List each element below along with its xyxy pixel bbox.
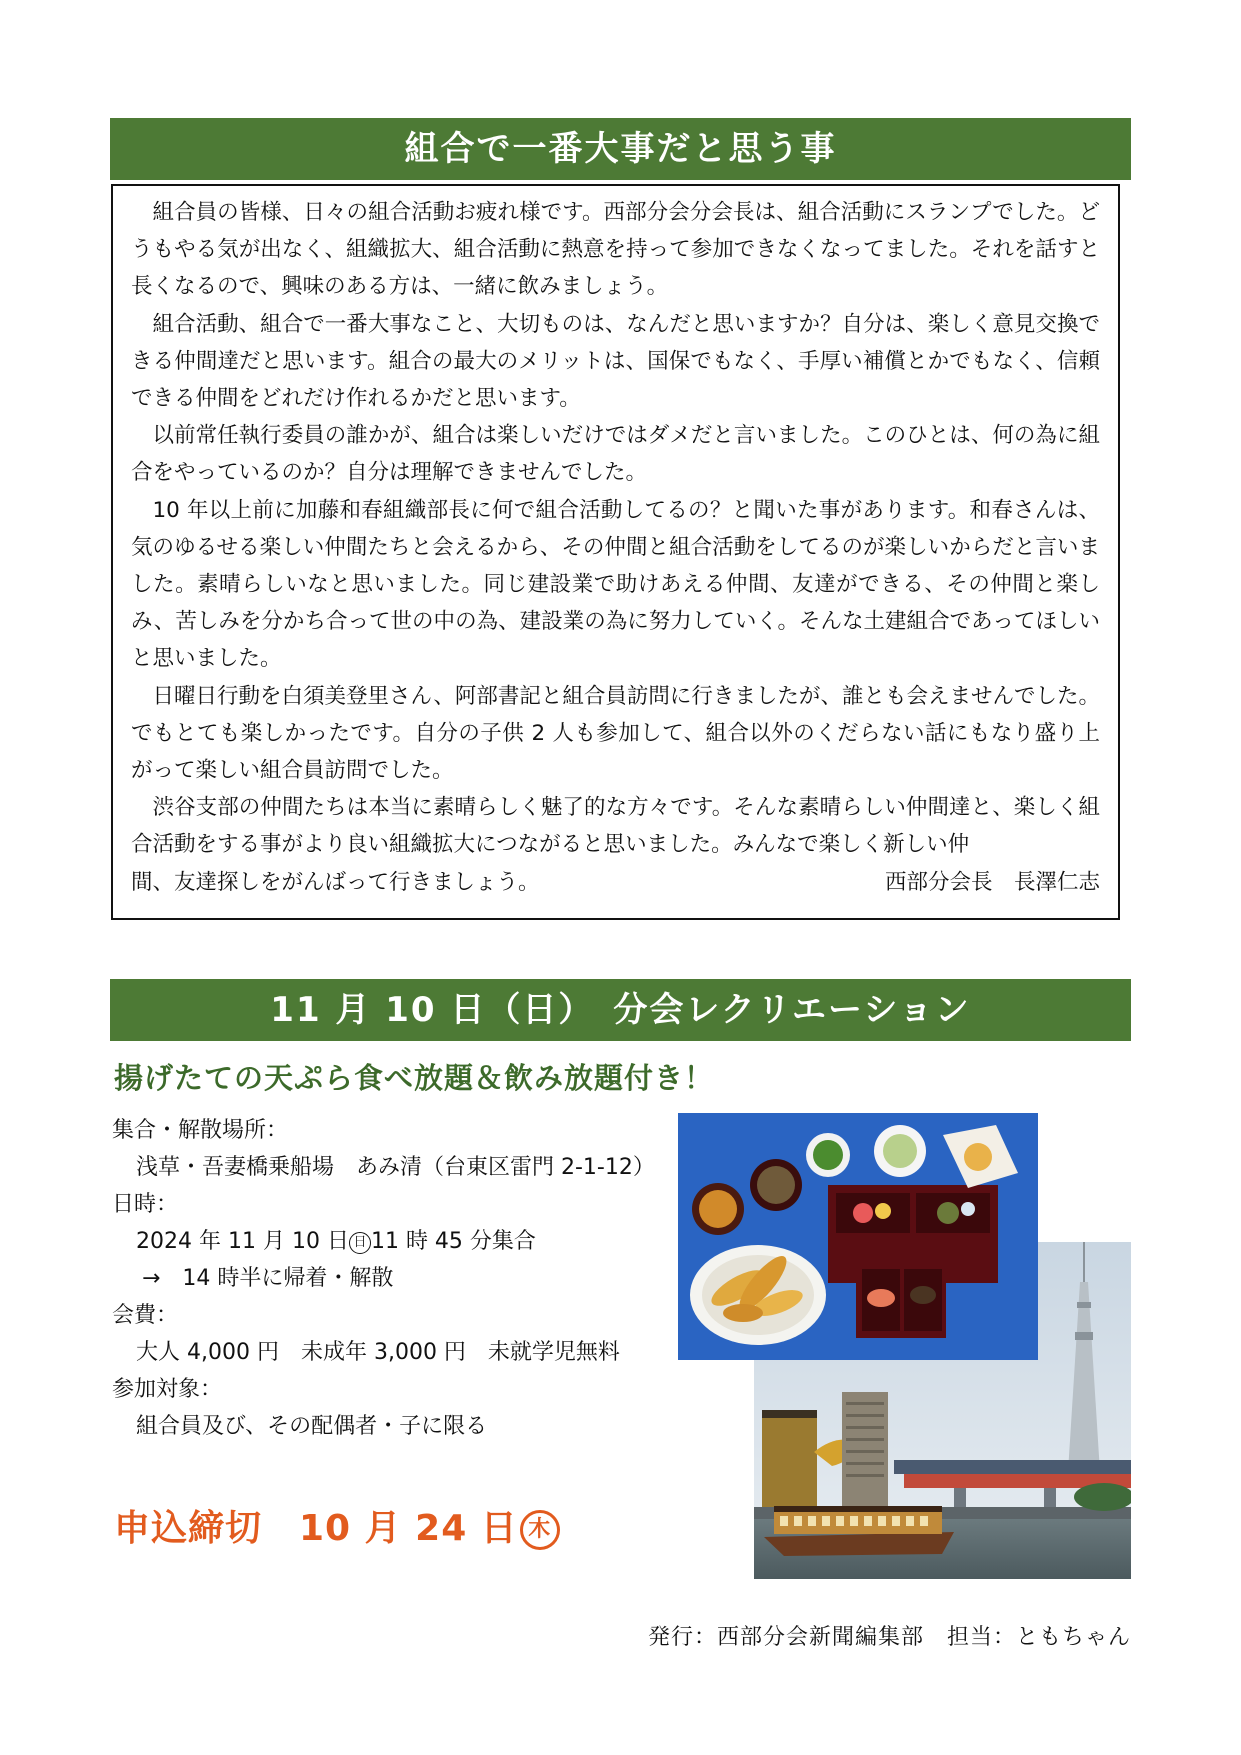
event-title-banner: 11 月 10 日（日） 分会レクリエーション [110, 979, 1131, 1041]
message-paragraph: 渋谷支部の仲間たちは本当に素晴らしく魅了的な方々です。そんな素晴らしい仲間達と、楽しく組合活動をする事がより良い組織拡大につながると思いました。みんなで楽しく新しい仲 [131, 795, 1100, 858]
publisher-footer: 発行：西部分会新聞編集部 担当：ともちゃん [647, 1625, 1131, 1650]
target-label: 参加対象： [112, 1377, 223, 1402]
place-value: 浅草・吾妻橋乗船場 あみ清（台東区雷門 2-1-12） [136, 1155, 655, 1180]
yakatabune-boat [764, 1506, 954, 1556]
fee-value: 大人 4,000 円 未成年 3,000 円 未就学児無料 [136, 1340, 620, 1365]
event-subtitle: 揚げたての天ぷら食べ放題＆飲み放題付き！ [114, 1061, 715, 1095]
message-paragraph: 10 年以上前に加藤和春組織部長に何で組合活動してるの？と聞いた事があります。和春さんは、気のゆるせる楽しい仲間たちと会えるから、その仲間と組合活動をしてるのが楽しいからだと言いました。素晴らしいなと思いました。同じ建設業で助けあえる仲間、友達ができる、その仲間と楽しみ、苦しみを分かち合って世の中の為、建設業の為に努力していく。そんな土建組合であってほしいと思いました。 [131, 497, 1100, 672]
date-value [112, 1223, 672, 1260]
target-value: 組合員及び、その配偶者・子に限る [136, 1414, 488, 1439]
message-paragraph: 日曜日行動を白須美登里さん、阿部書記と組合員訪問に行きましたが、誰とも会えませんでした。でもとても楽しかったです。自分の子供 2 人も参加して、組合以外のくだらない話にもなり盛り上がって楽しい組合員訪問でした。 [131, 683, 1100, 784]
tempura-meal-photo [678, 1113, 1038, 1360]
message-closing-line [131, 864, 1100, 901]
closing-text: 間、友達探しをがんばって行きましょう。 [131, 869, 540, 895]
message-paragraph: 組合活動、組合で一番大事なこと、大切ものは、なんだと思いますか？自分は、楽しく意見交換できる仲間達だと思います。組合の最大のメリットは、国保でもなく、手厚い補償とかでもなく、信頼できる仲間をどれだけ作れるかだと思います。 [131, 311, 1100, 412]
signature: 西部分会長 長澤仁志 [884, 869, 1100, 895]
message-paragraph: 組合員の皆様、日々の組合活動お疲れ様です。西部分会分会長は、組合活動にスランプでした。どうもやる気が出なく、組織拡大、組合活動に熱意を持って参加できなくなってました。それを話すと長くなるので、興味のある方は、一緒に飲みましょう。 [131, 200, 1100, 300]
deadline-day-circle: 木 [520, 1510, 560, 1550]
tempura-plate [690, 1245, 826, 1345]
return-value: → 14 時半に帰着・解散 [142, 1266, 394, 1291]
date-value-post: 11 時 45 分集合 [370, 1229, 536, 1254]
place-label: 集合・解散場所： [112, 1118, 289, 1143]
event-info [112, 1112, 672, 1445]
date-day-circle: 日 [349, 1232, 371, 1254]
deadline [114, 1500, 560, 1551]
date-value-pre: 2024 年 11 月 10 日 [136, 1229, 349, 1254]
deadline-text: 申込締切 10 月 24 日 [114, 1508, 518, 1549]
fee-label: 会費： [112, 1303, 179, 1328]
message-paragraph: 以前常任執行委員の誰かが、組合は楽しいだけではダメだと言いました。このひとは、何の為に組合をやっているのか？自分は理解できませんでした。 [131, 423, 1100, 486]
date-label: 日時： [112, 1192, 179, 1217]
message-box [111, 184, 1120, 920]
section-title-banner: 組合で一番大事だと思う事 [110, 118, 1131, 180]
